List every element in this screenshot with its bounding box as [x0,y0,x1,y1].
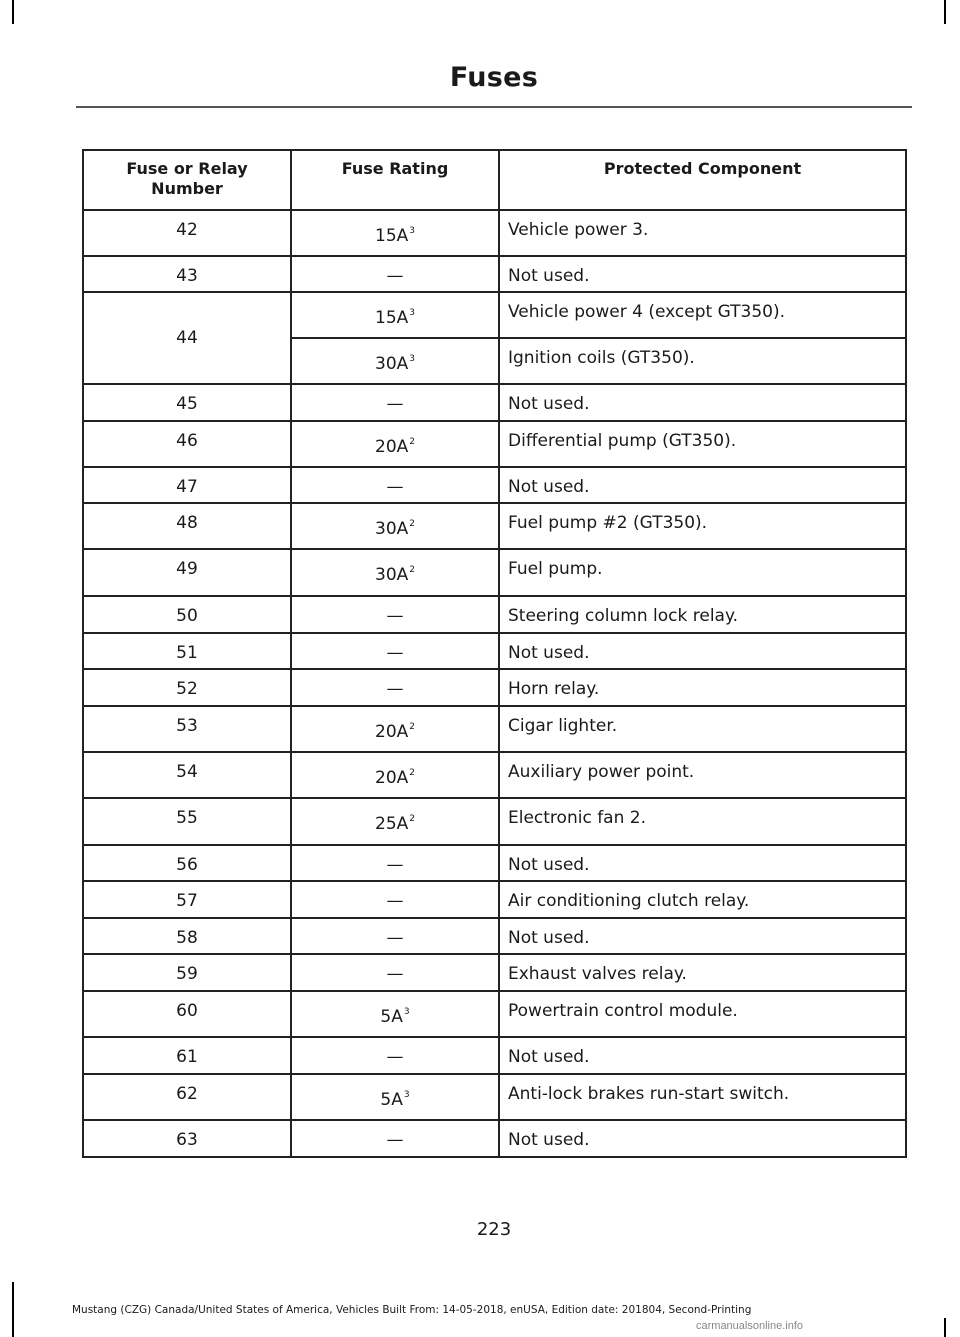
protected-component: Cigar lighter. [499,706,906,752]
table-row [83,669,906,706]
fuse-rating [291,210,499,256]
column-header-component: Protected Component [499,150,906,210]
footnote-marker: 2 [409,722,415,732]
rating-value: — [386,855,404,875]
table-row [83,991,906,1037]
rating-value: 30A [375,519,409,539]
watermark: carmanualsonline.info [696,1320,804,1332]
footer-text: Mustang (CZG) Canada/United States of America, Vehicles Built From: 14-05-2018, enUSA, Edition date: 201804, Second-Printing [72,1304,752,1316]
footnote-marker: 2 [409,814,415,824]
crop-mark-top-left [12,0,14,24]
protected-component: Not used. [499,845,906,881]
fuse-number: 43 [83,256,291,292]
footnote-marker: 2 [409,565,415,575]
rating-value: — [386,606,404,626]
table-row [83,918,906,954]
table-row [83,384,906,421]
fuse-rating [291,467,499,503]
rating-value: 20A [375,437,409,457]
table-row [83,954,906,991]
protected-component: Auxiliary power point. [499,752,906,798]
protected-component: Not used. [499,256,906,292]
protected-component: Not used. [499,1037,906,1074]
protected-component: Ignition coils (GT350). [499,338,906,384]
fuse-rating [291,1074,499,1120]
fuse-rating [291,1037,499,1074]
protected-component: Air conditioning clutch relay. [499,881,906,918]
protected-component: Not used. [499,918,906,954]
fuse-rating [291,752,499,798]
rating-value: — [386,1047,404,1067]
table-row [83,256,906,292]
table-row [83,503,906,549]
fuse-number: 62 [83,1074,291,1120]
fuse-number: 57 [83,881,291,918]
protected-component: Fuel pump. [499,549,906,596]
fuse-rating [291,706,499,752]
rating-value: 20A [375,768,409,788]
table-row [83,752,906,798]
rating-value: — [386,643,404,663]
protected-component: Vehicle power 3. [499,210,906,256]
fuse-number: 58 [83,918,291,954]
footnote-marker: 3 [403,1007,410,1017]
page-title: Fuses [449,62,539,93]
rating-value: 15A [375,308,409,328]
table-row [83,845,906,881]
rating-value: 20A [375,722,409,742]
rating-value: 25A [375,814,409,834]
fuse-number: 48 [83,503,291,549]
fuse-rating [291,292,499,338]
fuse-rating [291,421,499,467]
header-divider [76,106,912,108]
rating-value: — [386,266,404,286]
protected-component: Exhaust valves relay. [499,954,906,991]
table-row [83,467,906,503]
table-row [83,1120,906,1157]
fuse-rating [291,845,499,881]
table-row [83,798,906,845]
protected-component: Anti-lock brakes run-start switch. [499,1074,906,1120]
fuse-rating [291,633,499,669]
table-row [83,633,906,669]
rating-value: 30A [375,354,409,374]
protected-component: Steering column lock relay. [499,596,906,633]
table-row [83,210,906,256]
footnote-marker: 3 [409,308,415,318]
fuse-number: 42 [83,210,291,256]
fuse-rating [291,338,499,384]
footnote-marker: 3 [409,226,415,236]
protected-component: Not used. [499,1120,906,1157]
table-row [83,706,906,752]
table-row [83,549,906,596]
crop-mark-bottom-left [12,1282,14,1337]
fuse-rating [291,596,499,633]
rating-value: 30A [375,565,409,585]
protected-component: Electronic fan 2. [499,798,906,845]
fuse-number: 61 [83,1037,291,1074]
fuse-number: 56 [83,845,291,881]
protected-component: Powertrain control module. [499,991,906,1037]
table-row [83,421,906,467]
rating-value: 5A [380,1007,403,1027]
rating-value: — [386,891,404,911]
rating-value: — [386,394,404,414]
fuse-rating [291,1120,499,1157]
rating-value: 5A [380,1090,403,1110]
fuse-rating [291,954,499,991]
table-row [83,1037,906,1074]
table-header-row [83,150,906,210]
protected-component: Horn relay. [499,669,906,706]
fuse-number: 46 [83,421,291,467]
fuse-number: 45 [83,384,291,421]
rating-value: — [386,477,404,497]
rating-value: — [386,679,404,699]
table-row [83,292,906,338]
fuse-rating [291,918,499,954]
fuse-rating [291,991,499,1037]
footnote-marker: 2 [409,768,415,778]
fuse-number: 63 [83,1120,291,1157]
fuse-number: 47 [83,467,291,503]
column-header-number: Fuse or Relay Number [83,150,291,210]
fuse-rating [291,256,499,292]
footnote-marker: 3 [403,1090,410,1100]
fuse-rating [291,503,499,549]
fuse-number: 49 [83,549,291,596]
fuse-number: 52 [83,669,291,706]
protected-component: Not used. [499,467,906,503]
fuse-rating [291,798,499,845]
protected-component: Not used. [499,633,906,669]
footnote-marker: 3 [409,354,415,364]
fuse-number: 50 [83,596,291,633]
protected-component: Vehicle power 4 (except GT350). [499,292,906,338]
protected-component: Differential pump (GT350). [499,421,906,467]
rating-value: 15A [375,226,409,246]
fuse-number: 60 [83,991,291,1037]
fuse-number: 54 [83,752,291,798]
table-row [83,596,906,633]
fuse-number: 44 [83,292,291,384]
rating-value: — [386,964,404,984]
protected-component: Not used. [499,384,906,421]
rating-value: — [386,928,404,948]
column-header-rating: Fuse Rating [291,150,499,210]
fuse-number: 59 [83,954,291,991]
footnote-marker: 2 [409,519,415,529]
table-row [83,881,906,918]
table-row [83,1074,906,1120]
protected-component: Fuel pump #2 (GT350). [499,503,906,549]
crop-mark-bottom-right [944,1318,946,1337]
fuse-number: 55 [83,798,291,845]
fuse-rating [291,669,499,706]
footnote-marker: 2 [409,437,415,447]
fuse-number: 53 [83,706,291,752]
fuse-table [82,149,907,1158]
fuse-rating [291,881,499,918]
fuse-rating [291,384,499,421]
fuse-number: 51 [83,633,291,669]
crop-mark-top-right [944,0,946,24]
fuse-rating [291,549,499,596]
rating-value: — [386,1130,404,1150]
page-number: 223 [476,1219,512,1240]
